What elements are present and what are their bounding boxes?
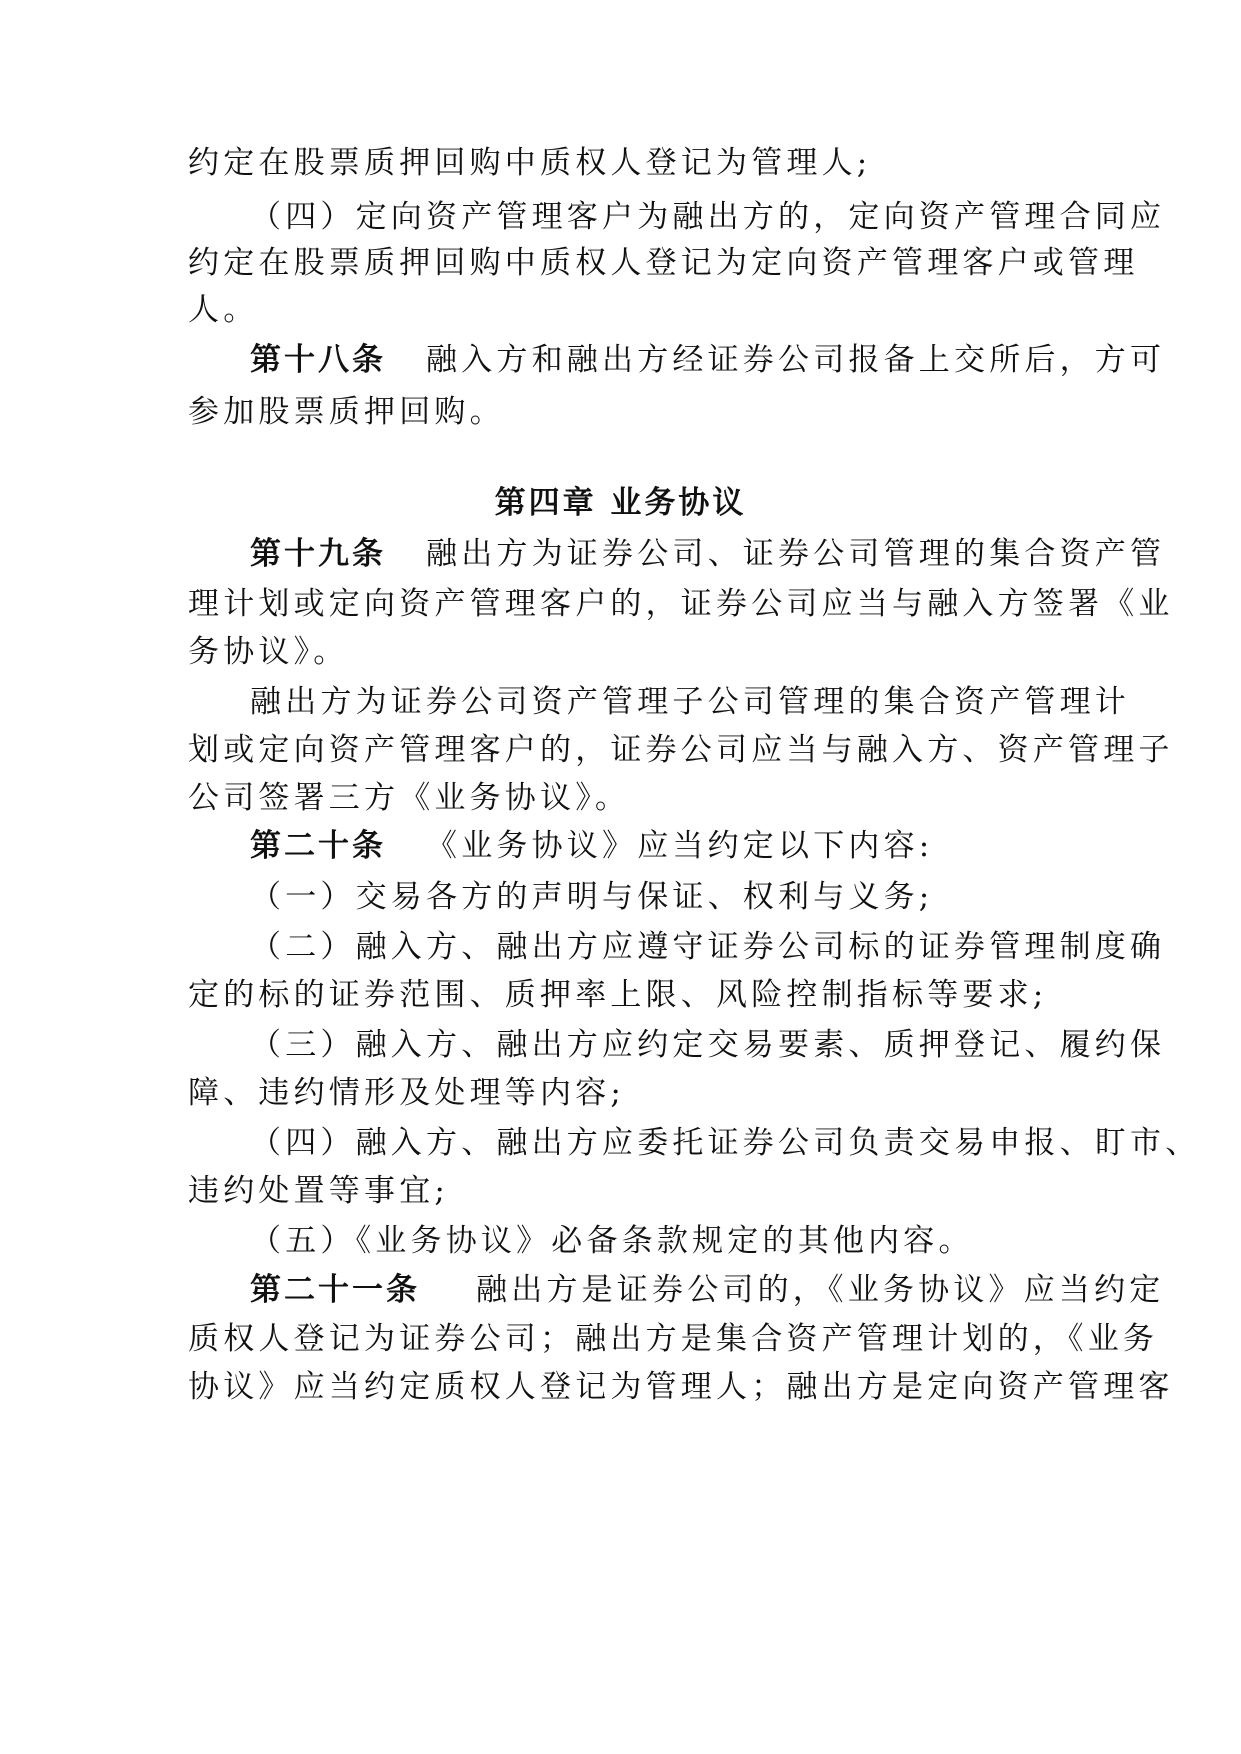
chapter-heading: 第四章 业务协议 (494, 485, 747, 521)
list-item: （二）融入方、融出方应遵守证券公司标的证券管理制度确 (250, 929, 1166, 965)
text-line: 障、违约情形及处理等内容; (188, 1075, 626, 1111)
text-line: 划或定向资产管理客户的，证券公司应当与融入方、资产管理子 (188, 732, 1174, 768)
text-line: 违约处置等事宜; (188, 1173, 450, 1209)
text-line: 理计划或定向资产管理客户的，证券公司应当与融入方签署《业 (188, 586, 1174, 622)
article-18 (250, 340, 1166, 380)
text-line: 质权人登记为证券公司；融出方是集合资产管理计划的，《业务 (188, 1321, 1159, 1357)
article-19-title: 第十九条 (250, 536, 386, 572)
list-item: （三）融入方、融出方应约定交易要素、质押登记、履约保 (250, 1027, 1166, 1063)
article-19 (250, 534, 1166, 574)
text-line: 人。 (188, 292, 259, 328)
article-20 (250, 826, 1068, 866)
article-18-title: 第十八条 (250, 342, 386, 378)
article-21-title: 第二十一条 (250, 1272, 420, 1308)
clause-item-4: （四）定向资产管理客户为融出方的，定向资产管理合同应 (250, 199, 1166, 235)
paragraph: 融出方为证券公司资产管理子公司管理的集合资产管理计 (250, 684, 1130, 720)
text-line: 定的标的证券范围、质押率上限、风险控制指标等要求; (188, 977, 1048, 1013)
list-item: （一）交易各方的声明与保证、权利与义务; (250, 879, 934, 915)
list-item: （四）融入方、融出方应委托证券公司负责交易申报、盯市、 (250, 1125, 1201, 1161)
article-18-text: 融入方和融出方经证券公司报备上交所后，方可 (426, 342, 1166, 378)
text-line: 参加股票质押回购。 (188, 394, 505, 430)
text-line: 务协议》。 (188, 634, 349, 670)
article-21 (250, 1270, 1165, 1310)
text-line: 约定在股票质押回购中质权人登记为定向资产管理客户或管理 (188, 245, 1139, 281)
text-line: 约定在股票质押回购中质权人登记为管理人; (188, 145, 872, 181)
article-19-text: 融出方为证券公司、证券公司管理的集合资产管 (426, 536, 1166, 572)
text-line: 公司签署三方《业务协议》。 (188, 780, 631, 816)
text-line: 协议》应当约定质权人登记为管理人；融出方是定向资产管理客 (188, 1369, 1174, 1405)
list-item: （五）《业务协议》必备条款规定的其他内容。 (250, 1223, 974, 1259)
article-20-title: 第二十条 (250, 828, 386, 864)
article-20-text: 《业务协议》应当约定以下内容: (426, 828, 934, 864)
article-21-text: 融出方是证券公司的，《业务协议》应当约定 (476, 1272, 1165, 1308)
